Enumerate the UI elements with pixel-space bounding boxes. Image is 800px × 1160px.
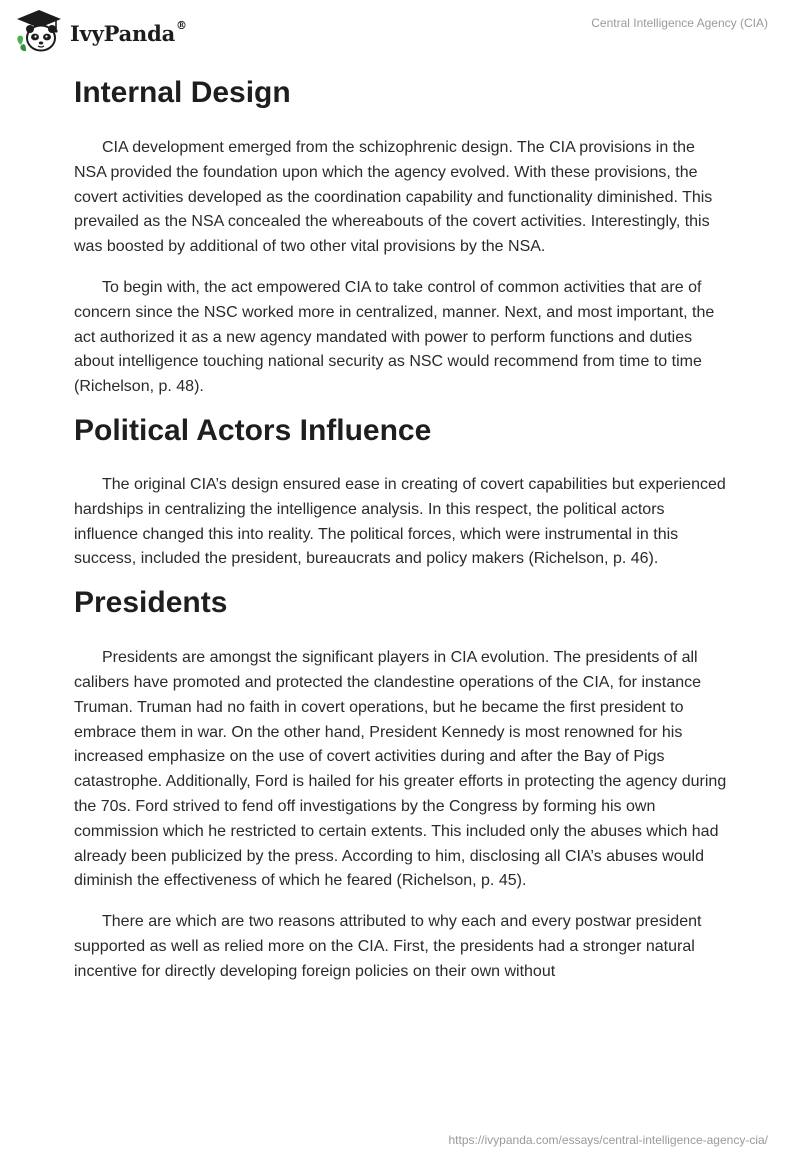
brand-logo[interactable] [14, 8, 187, 54]
ivypanda-logo-icon [14, 8, 64, 54]
paragraph: CIA development emerged from the schizophrenic design. The CIA provisions in the NSA provided the foundation upon which the agency evolved. With these provisions, the covert activities developed as the coordination capability and functionality diminished. This prevailed as the NSA concealed the whereabouts of the covert activities. Interestingly, this was boosted by additional of two other vital provisions by the NSA. [74, 139, 713, 256]
page-header [0, 0, 800, 60]
section-heading-internal-design: Internal Design [74, 76, 291, 109]
section-heading-political-actors: Political Actors Influence [74, 413, 432, 447]
source-url[interactable]: https://ivypanda.com/essays/central-intelligence-agency-cia/ [448, 1133, 768, 1147]
paragraph: There are which are two reasons attributed to why each and every postwar president supported as well as relied more on the CIA. First, the presidents had a stronger natural incentive for directly developing foreign policies on their own without [74, 913, 702, 980]
paragraph: Presidents are amongst the significant players in CIA evolution. The presidents of all calibers have promoted and protected the clandestine operations of the CIA, for instance Truman. Truman had no faith in covert operations, but he became the first president to embrace them in war. On the other hand, President Kennedy is most renowned for his increased emphasize on the use of covert activities during and after the Bay of Pigs catastrophe. Additionally, Ford is hailed for his greater efforts in protecting the agency during the 70s. Ford strived to fend off investigations by the Congress by forming his own commission which he restricted to certain extents. This included only the abuses which had already been publicized by the press. According to him, disclosing all CIA’s abuses would diminish the effectiveness of which he feared (Richelson, p. 45). [74, 649, 727, 890]
section-heading-presidents: Presidents [74, 586, 228, 620]
brand-name: IvyPanda® [70, 18, 187, 46]
document-title: Central Intelligence Agency (CIA) [591, 16, 768, 30]
registered-mark: ® [176, 18, 187, 32]
paragraph: To begin with, the act empowered CIA to take control of common activities that are of concern since the NSC worked more in centralized, manner. Next, and most important, the act authorized it as a new agency mandated with power to perform functions and duties about intelligence touching national security as NSC would recommend from time to time (Richelson, p. 48). [74, 278, 715, 396]
essay-content [74, 70, 730, 985]
paragraph: The original CIA’s design ensured ease in creating of covert capabilities but experienced hardships in centralizing the intelligence analysis. In this respect, the political actors influence changed this into reality. The political forces, which were instrumental in this success, included the president, bureaucrats and policy makers (Richelson, p. 46). [74, 475, 726, 568]
